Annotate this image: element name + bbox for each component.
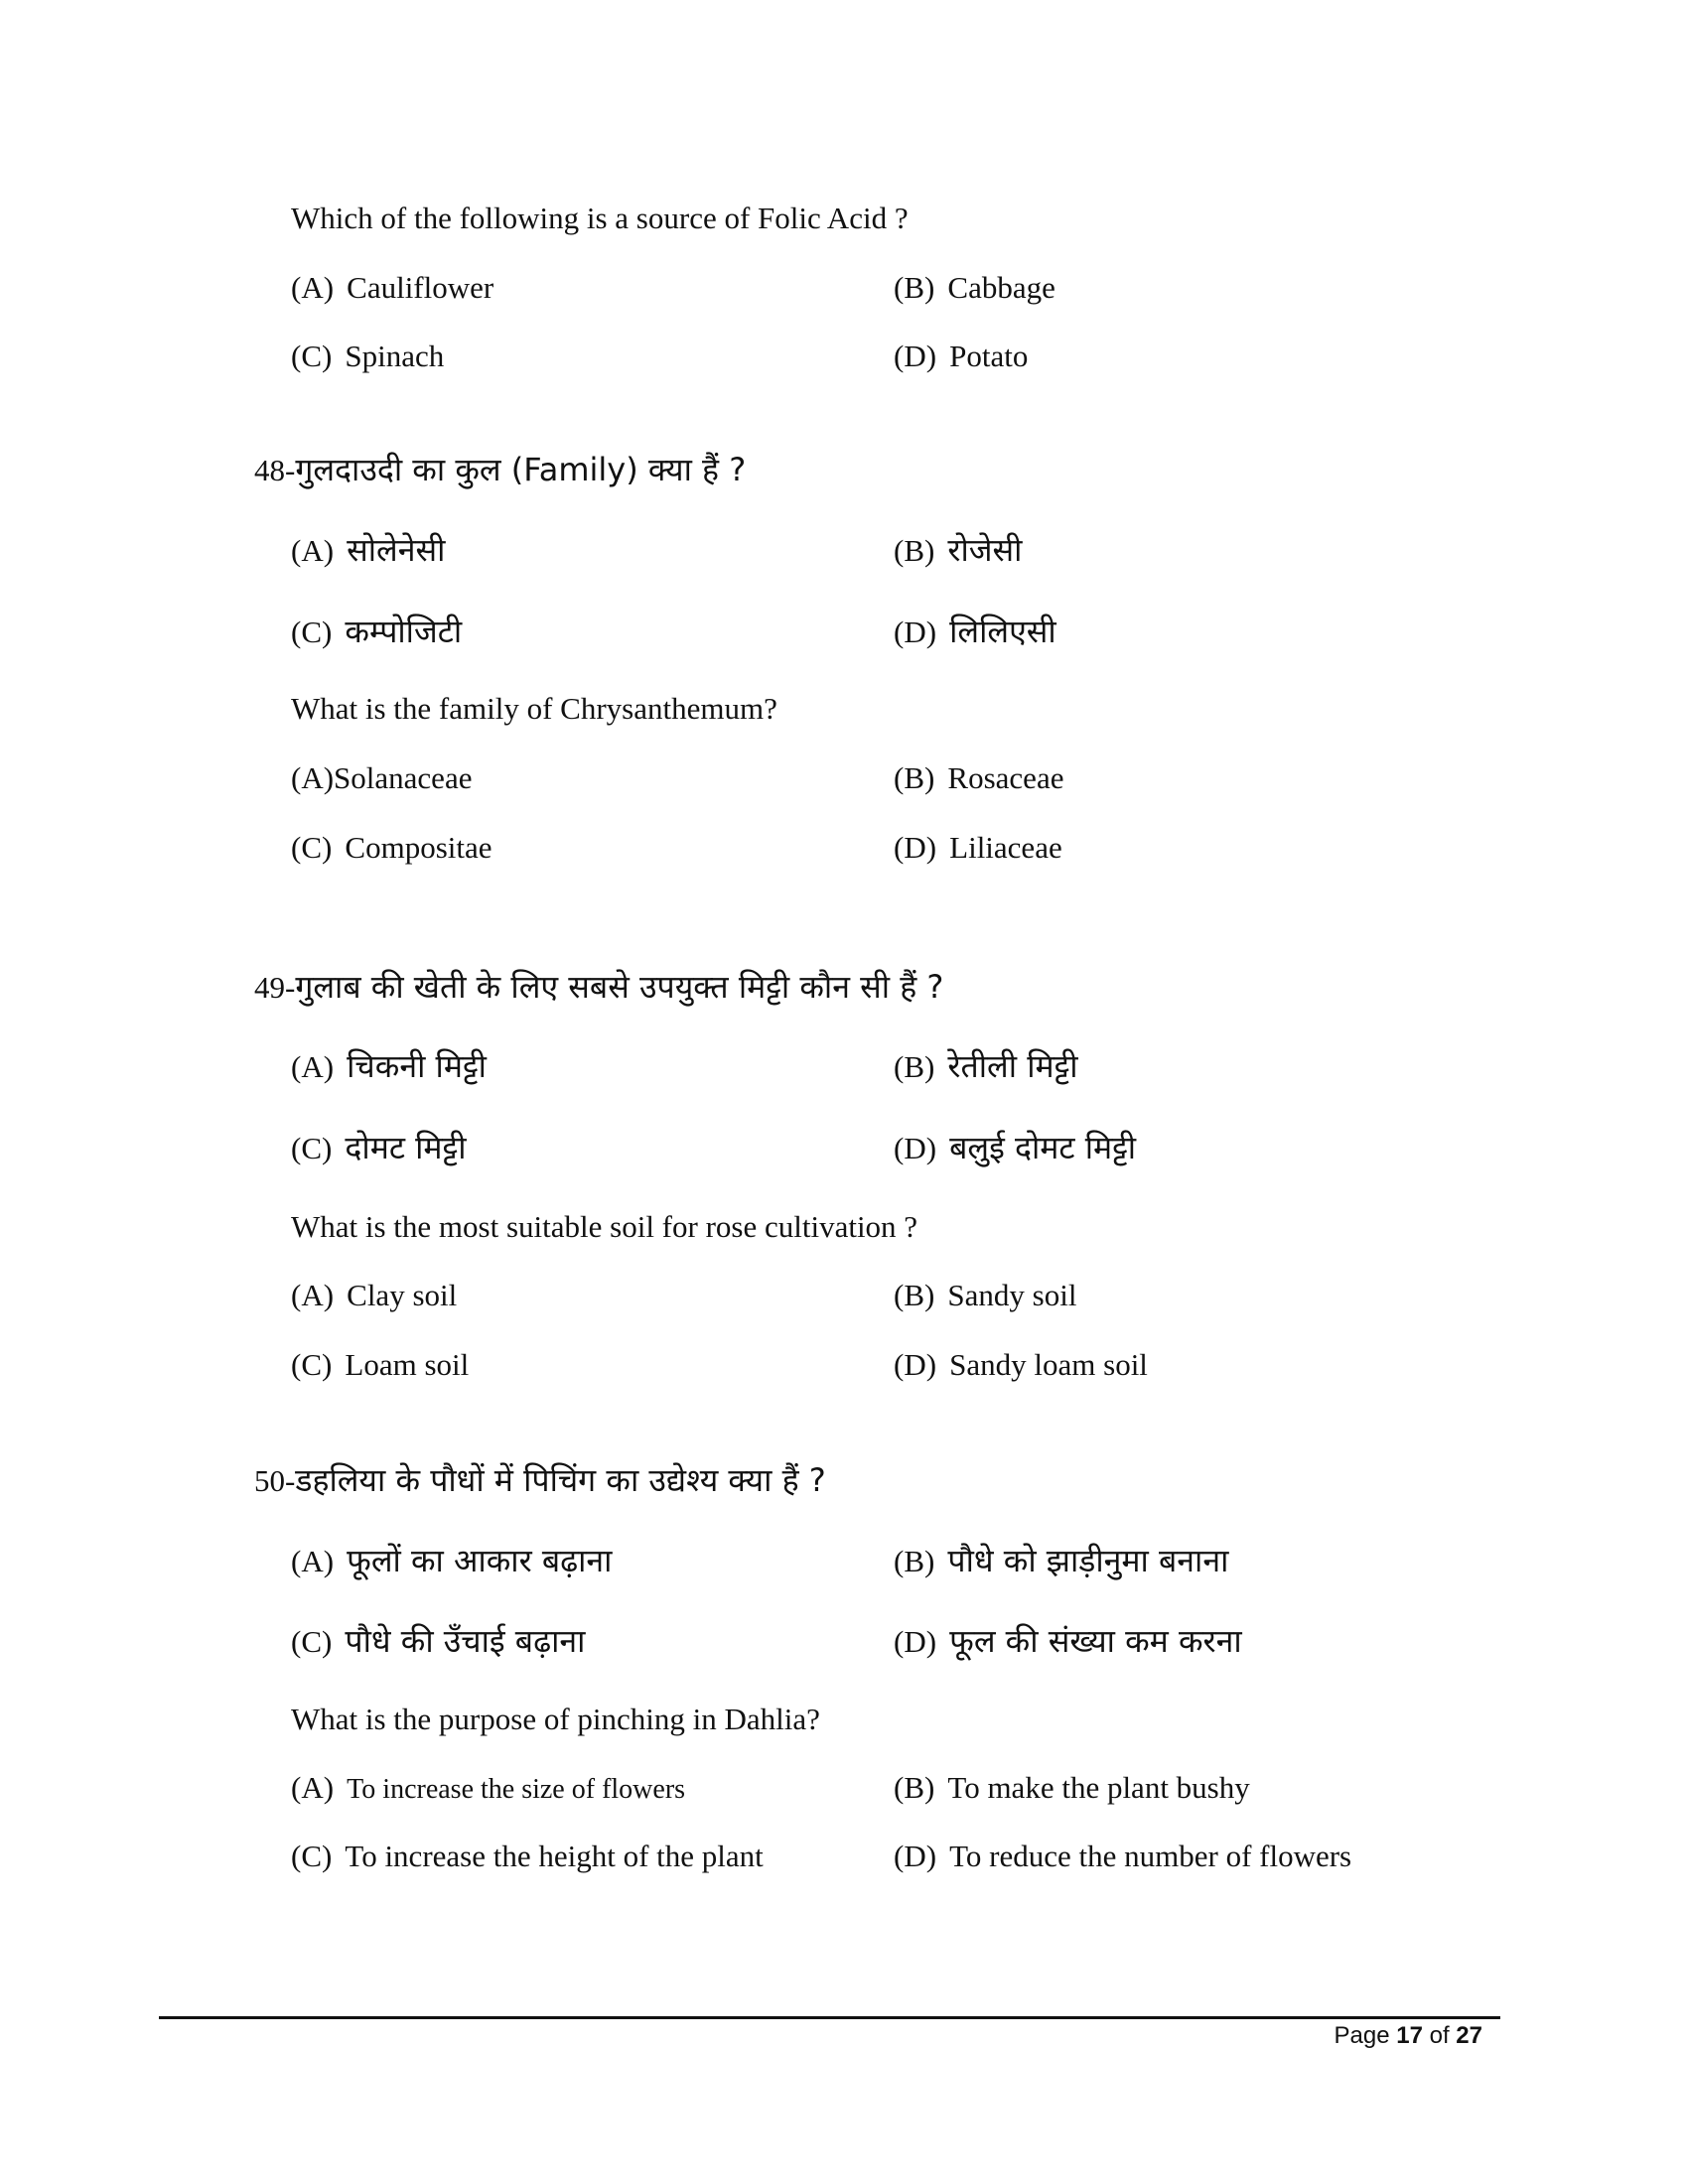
question-50-text-hi: डहलिया के पौधों में पिचिंग का उद्येश्य क्या हैं ? — [295, 1461, 826, 1499]
q50-option-b-hi[interactable] — [894, 1542, 1228, 1579]
q49-option-a-en[interactable] — [291, 1277, 457, 1313]
q50-option-d-hi[interactable] — [894, 1622, 1242, 1660]
option-text: Liliaceae — [949, 830, 1062, 865]
option-key: (C) — [291, 339, 333, 373]
option-text: पौधे को झाड़ीनुमा बनाना — [947, 1542, 1229, 1579]
option-key: (A) — [291, 760, 335, 795]
question-50-text-en: What is the purpose of pinching in Dahlia? — [291, 1702, 820, 1736]
option-key: (C) — [291, 1624, 333, 1659]
option-text: फूलों का आकार बढ़ाना — [347, 1542, 613, 1579]
option-key: (A) — [291, 1544, 335, 1578]
option-key: (D) — [894, 1624, 937, 1659]
q48-option-d-en[interactable] — [894, 829, 1062, 866]
option-key: (D) — [894, 1839, 937, 1873]
q50-option-a-hi[interactable] — [291, 1542, 612, 1579]
question-48-text-en: What is the family of Chrysanthemum? — [291, 691, 777, 726]
question-number: 48- — [254, 453, 296, 487]
question-number: 50- — [254, 1463, 296, 1498]
q50-option-c-en[interactable] — [291, 1838, 764, 1874]
option-key: (B) — [894, 1049, 935, 1084]
option-key: (A) — [291, 533, 335, 568]
option-text: दोमट मिट्टी — [345, 1129, 467, 1166]
q50-option-d-en[interactable] — [894, 1838, 1351, 1874]
option-text: लिलिएसी — [949, 613, 1056, 650]
option-text: To increase the size of flowers — [347, 1774, 686, 1805]
question-50-heading — [254, 1461, 826, 1499]
q49-option-d-hi[interactable] — [894, 1129, 1136, 1166]
option-key: (B) — [894, 1544, 935, 1578]
option-text: Potato — [949, 339, 1029, 373]
option-key: (D) — [894, 1131, 937, 1165]
option-text: Clay soil — [347, 1278, 458, 1312]
q50-option-c-hi[interactable] — [291, 1622, 585, 1660]
q47-option-b[interactable] — [894, 269, 1055, 306]
option-key: (B) — [894, 1278, 935, 1312]
option-text: Rosaceae — [947, 760, 1064, 795]
q49-option-b-en[interactable] — [894, 1277, 1076, 1313]
q48-option-b-hi[interactable] — [894, 531, 1022, 569]
question-47-text-en: Which of the following is a source of Folic Acid ? — [291, 201, 909, 235]
option-key: (C) — [291, 1347, 333, 1382]
q48-option-c-hi[interactable] — [291, 613, 462, 650]
option-text: Spinach — [345, 339, 445, 373]
option-key: (B) — [894, 270, 935, 305]
q48-option-a-hi[interactable] — [291, 531, 445, 569]
option-key: (D) — [894, 830, 937, 865]
option-key: (D) — [894, 1347, 937, 1382]
option-text: रेतीली मिट्टी — [947, 1047, 1078, 1085]
page-current: 17 — [1396, 2022, 1423, 2049]
option-key: (C) — [291, 1839, 333, 1873]
q50-option-a-en[interactable] — [291, 1769, 685, 1807]
question-49-text-en: What is the most suitable soil for rose cultivation ? — [291, 1209, 918, 1244]
question-48-text-hi: गुलदाउदी का कुल (Family) क्या हैं ? — [295, 451, 747, 488]
option-text: कम्पोजिटी — [345, 613, 463, 650]
option-key: (A) — [291, 270, 335, 305]
option-text: पौधे की उँचाई बढ़ाना — [345, 1622, 586, 1660]
option-key: (B) — [894, 1770, 935, 1805]
q49-option-a-hi[interactable] — [291, 1047, 487, 1085]
option-text: To make the plant bushy — [947, 1770, 1250, 1805]
option-key: (B) — [894, 760, 935, 795]
option-text: रोजेसी — [947, 531, 1023, 569]
q48-option-a-en[interactable] — [291, 759, 472, 796]
option-text: सोलेनेसी — [347, 531, 446, 569]
q47-option-a[interactable] — [291, 269, 493, 306]
q50-option-b-en[interactable] — [894, 1769, 1250, 1806]
option-key: (A) — [291, 1049, 335, 1084]
option-text: Loam soil — [345, 1347, 470, 1382]
q48-option-c-en[interactable] — [291, 829, 492, 866]
option-key: (B) — [894, 533, 935, 568]
page-number — [1335, 2022, 1483, 2050]
question-number: 49- — [254, 970, 296, 1005]
option-text: बलुई दोमट मिट्टी — [949, 1129, 1137, 1166]
option-key: (C) — [291, 830, 333, 865]
q49-option-d-en[interactable] — [894, 1346, 1148, 1383]
footer-divider — [159, 2016, 1500, 2019]
option-text: Sandy soil — [947, 1278, 1077, 1312]
option-key: (D) — [894, 339, 937, 373]
option-text: Solanaceae — [334, 760, 473, 795]
q47-option-c[interactable] — [291, 338, 444, 374]
option-key: (C) — [291, 614, 333, 649]
q48-option-b-en[interactable] — [894, 759, 1063, 796]
option-key: (A) — [291, 1278, 335, 1312]
q49-option-b-hi[interactable] — [894, 1047, 1078, 1085]
page-total: 27 — [1456, 2022, 1482, 2049]
page-prefix: Page — [1334, 2022, 1390, 2049]
q49-option-c-en[interactable] — [291, 1346, 469, 1383]
question-49-text-hi: गुलाब की खेती के लिए सबसे उपयुक्त मिट्टी कौन सी हैं ? — [295, 968, 944, 1006]
option-key: (D) — [894, 614, 937, 649]
question-49-heading — [254, 968, 943, 1006]
option-key: (A) — [291, 1770, 335, 1805]
option-text: Cauliflower — [347, 270, 494, 305]
option-text: To increase the height of the plant — [345, 1839, 764, 1873]
option-text: Sandy loam soil — [949, 1347, 1148, 1382]
q47-option-d[interactable] — [894, 338, 1028, 374]
page-of: of — [1429, 2022, 1450, 2049]
option-text: Cabbage — [947, 270, 1055, 305]
option-text: फूल की संख्या कम करना — [949, 1622, 1242, 1660]
question-48-heading — [254, 451, 746, 488]
q48-option-d-hi[interactable] — [894, 613, 1056, 650]
q49-option-c-hi[interactable] — [291, 1129, 467, 1166]
option-key: (C) — [291, 1131, 333, 1165]
option-text: चिकनी मिट्टी — [347, 1047, 487, 1085]
option-text: To reduce the number of flowers — [949, 1839, 1352, 1873]
option-text: Compositae — [345, 830, 492, 865]
